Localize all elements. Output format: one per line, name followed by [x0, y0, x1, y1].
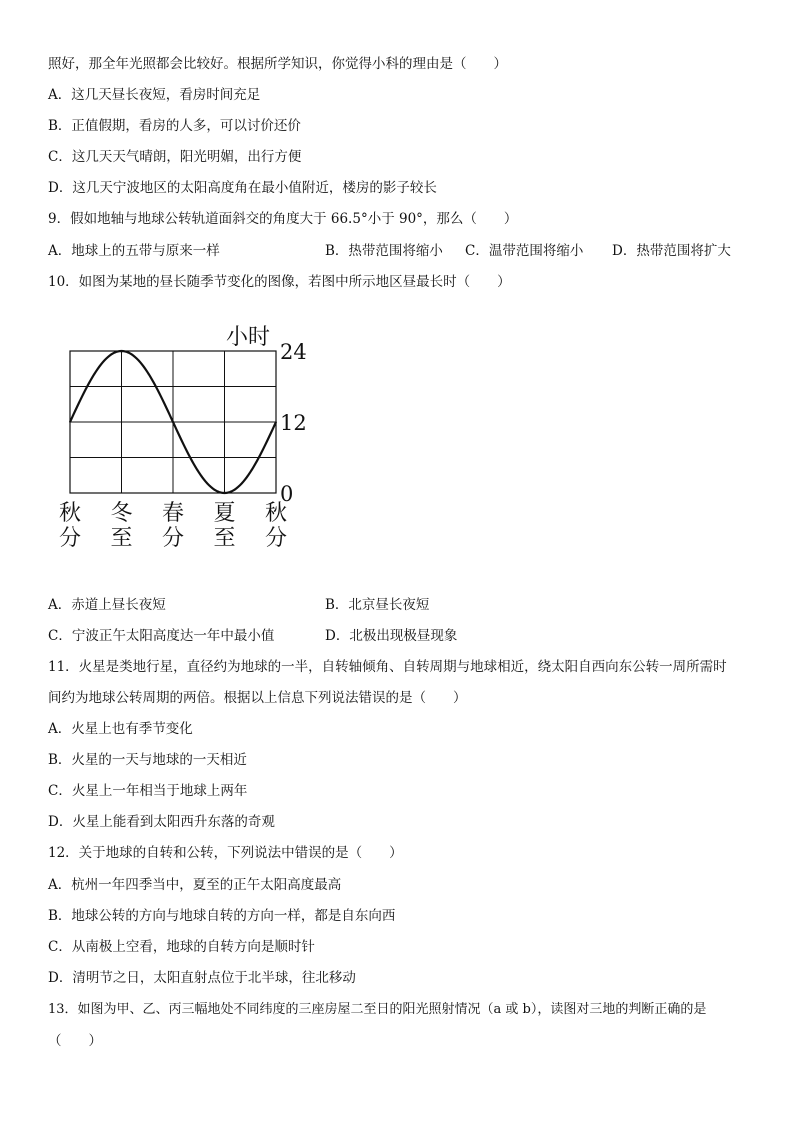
- q11-option-d: D．火星上能看到太阳西升东落的奇观: [48, 814, 275, 830]
- q11-stem-line-2: 间约为地球公转周期的两倍。根据以上信息下列说法错误的是（ ）: [48, 690, 467, 706]
- q10-stem: 10．如图为某地的昼长随季节变化的图像，若图中所示地区昼最长时（ ）: [48, 274, 511, 290]
- x-tick-label-bottom: 分: [264, 526, 288, 551]
- y-tick-label: 0: [280, 482, 294, 506]
- q11-option-c: C．火星上一年相当于地球上两年: [48, 783, 248, 799]
- q10-option-c: C．宁波正午太阳高度达一年中最小值: [48, 628, 275, 644]
- x-tick-label-bottom: 至: [213, 526, 236, 551]
- q9-stem: 9．假如地轴与地球公转轨道面斜交的角度大于 66.5°小于 90°，那么（ ）: [48, 211, 518, 227]
- data-point: [121, 350, 123, 352]
- q9-option-c: C．温带范围将缩小: [465, 243, 584, 259]
- x-tick-label-bottom: 分: [58, 526, 82, 551]
- data-point: [224, 492, 226, 494]
- x-tick-label-top: 夏: [213, 501, 236, 526]
- q8-option-b: B．正值假期，看房的人多，可以讨价还价: [48, 118, 301, 134]
- daylength-chart: [56, 318, 316, 558]
- x-tick-label-top: 秋: [58, 501, 82, 526]
- q10-option-d: D．北极出现极昼现象: [325, 628, 458, 644]
- x-tick-label-bottom: 至: [110, 526, 133, 551]
- x-tick-label-top: 秋: [264, 501, 288, 526]
- q9-option-b: B．热带范围将缩小: [325, 243, 443, 259]
- daylength-chart-svg: [56, 318, 316, 558]
- q9-option-a: A．地球上的五带与原来一样: [48, 243, 220, 259]
- y-tick-label: 12: [280, 411, 307, 435]
- data-point: [275, 421, 277, 423]
- q10-option-a: A．赤道上昼长夜短: [48, 597, 166, 613]
- y-axis-label: 小时: [226, 325, 271, 350]
- x-tick-label-top: 春: [161, 501, 185, 526]
- x-tick-label-bottom: 分: [161, 526, 185, 551]
- q13-stem-line-1: 13．如图为甲、乙、丙三幅地处不同纬度的三座房屋二至日的阳光照射情况（a 或 b），读图对三地的判断正确的是: [48, 1002, 707, 1017]
- q8-option-c: C．这几天天气晴朗，阳光明媚，出行方便: [48, 149, 302, 165]
- q11-option-b: B．火星的一天与地球的一天相近: [48, 752, 247, 768]
- x-tick-label-top: 冬: [110, 501, 133, 526]
- q11-stem-line-1: 11．火星是类地行星，直径约为地球的一半，自转轴倾角、自转周期与地球相近，绕太阳自西向东公转一周所需时: [48, 659, 727, 675]
- q12-stem: 12．关于地球的自转和公转，下列说法中错误的是（ ）: [48, 845, 403, 861]
- q11-option-a: A．火星上也有季节变化: [48, 721, 193, 737]
- q13-stem-line-2: （ ）: [48, 1033, 102, 1049]
- q12-option-a: A．杭州一年四季当中，夏至的正午太阳高度最高: [48, 877, 342, 893]
- q8-stem-line: 照好，那全年光照都会比较好。根据所学知识，你觉得小科的理由是（ ）: [48, 56, 507, 72]
- q8-option-d: D．这几天宁波地区的太阳高度角在最小值附近，楼房的影子较长: [48, 180, 437, 196]
- q10-option-b: B．北京昼长夜短: [325, 597, 430, 613]
- q12-option-d: D．清明节之日，太阳直射点位于北半球，往北移动: [48, 970, 356, 986]
- data-point: [172, 421, 174, 423]
- q9-option-d: D．热带范围将扩大: [612, 243, 731, 259]
- q12-option-b: B．地球公转的方向与地球自转的方向一样，都是自东向西: [48, 908, 396, 924]
- data-point: [69, 421, 71, 423]
- y-tick-label: 24: [280, 340, 307, 364]
- q8-option-a: A．这几天昼长夜短，看房时间充足: [48, 87, 261, 103]
- q12-option-c: C．从南极上空看，地球的自转方向是顺时针: [48, 939, 315, 955]
